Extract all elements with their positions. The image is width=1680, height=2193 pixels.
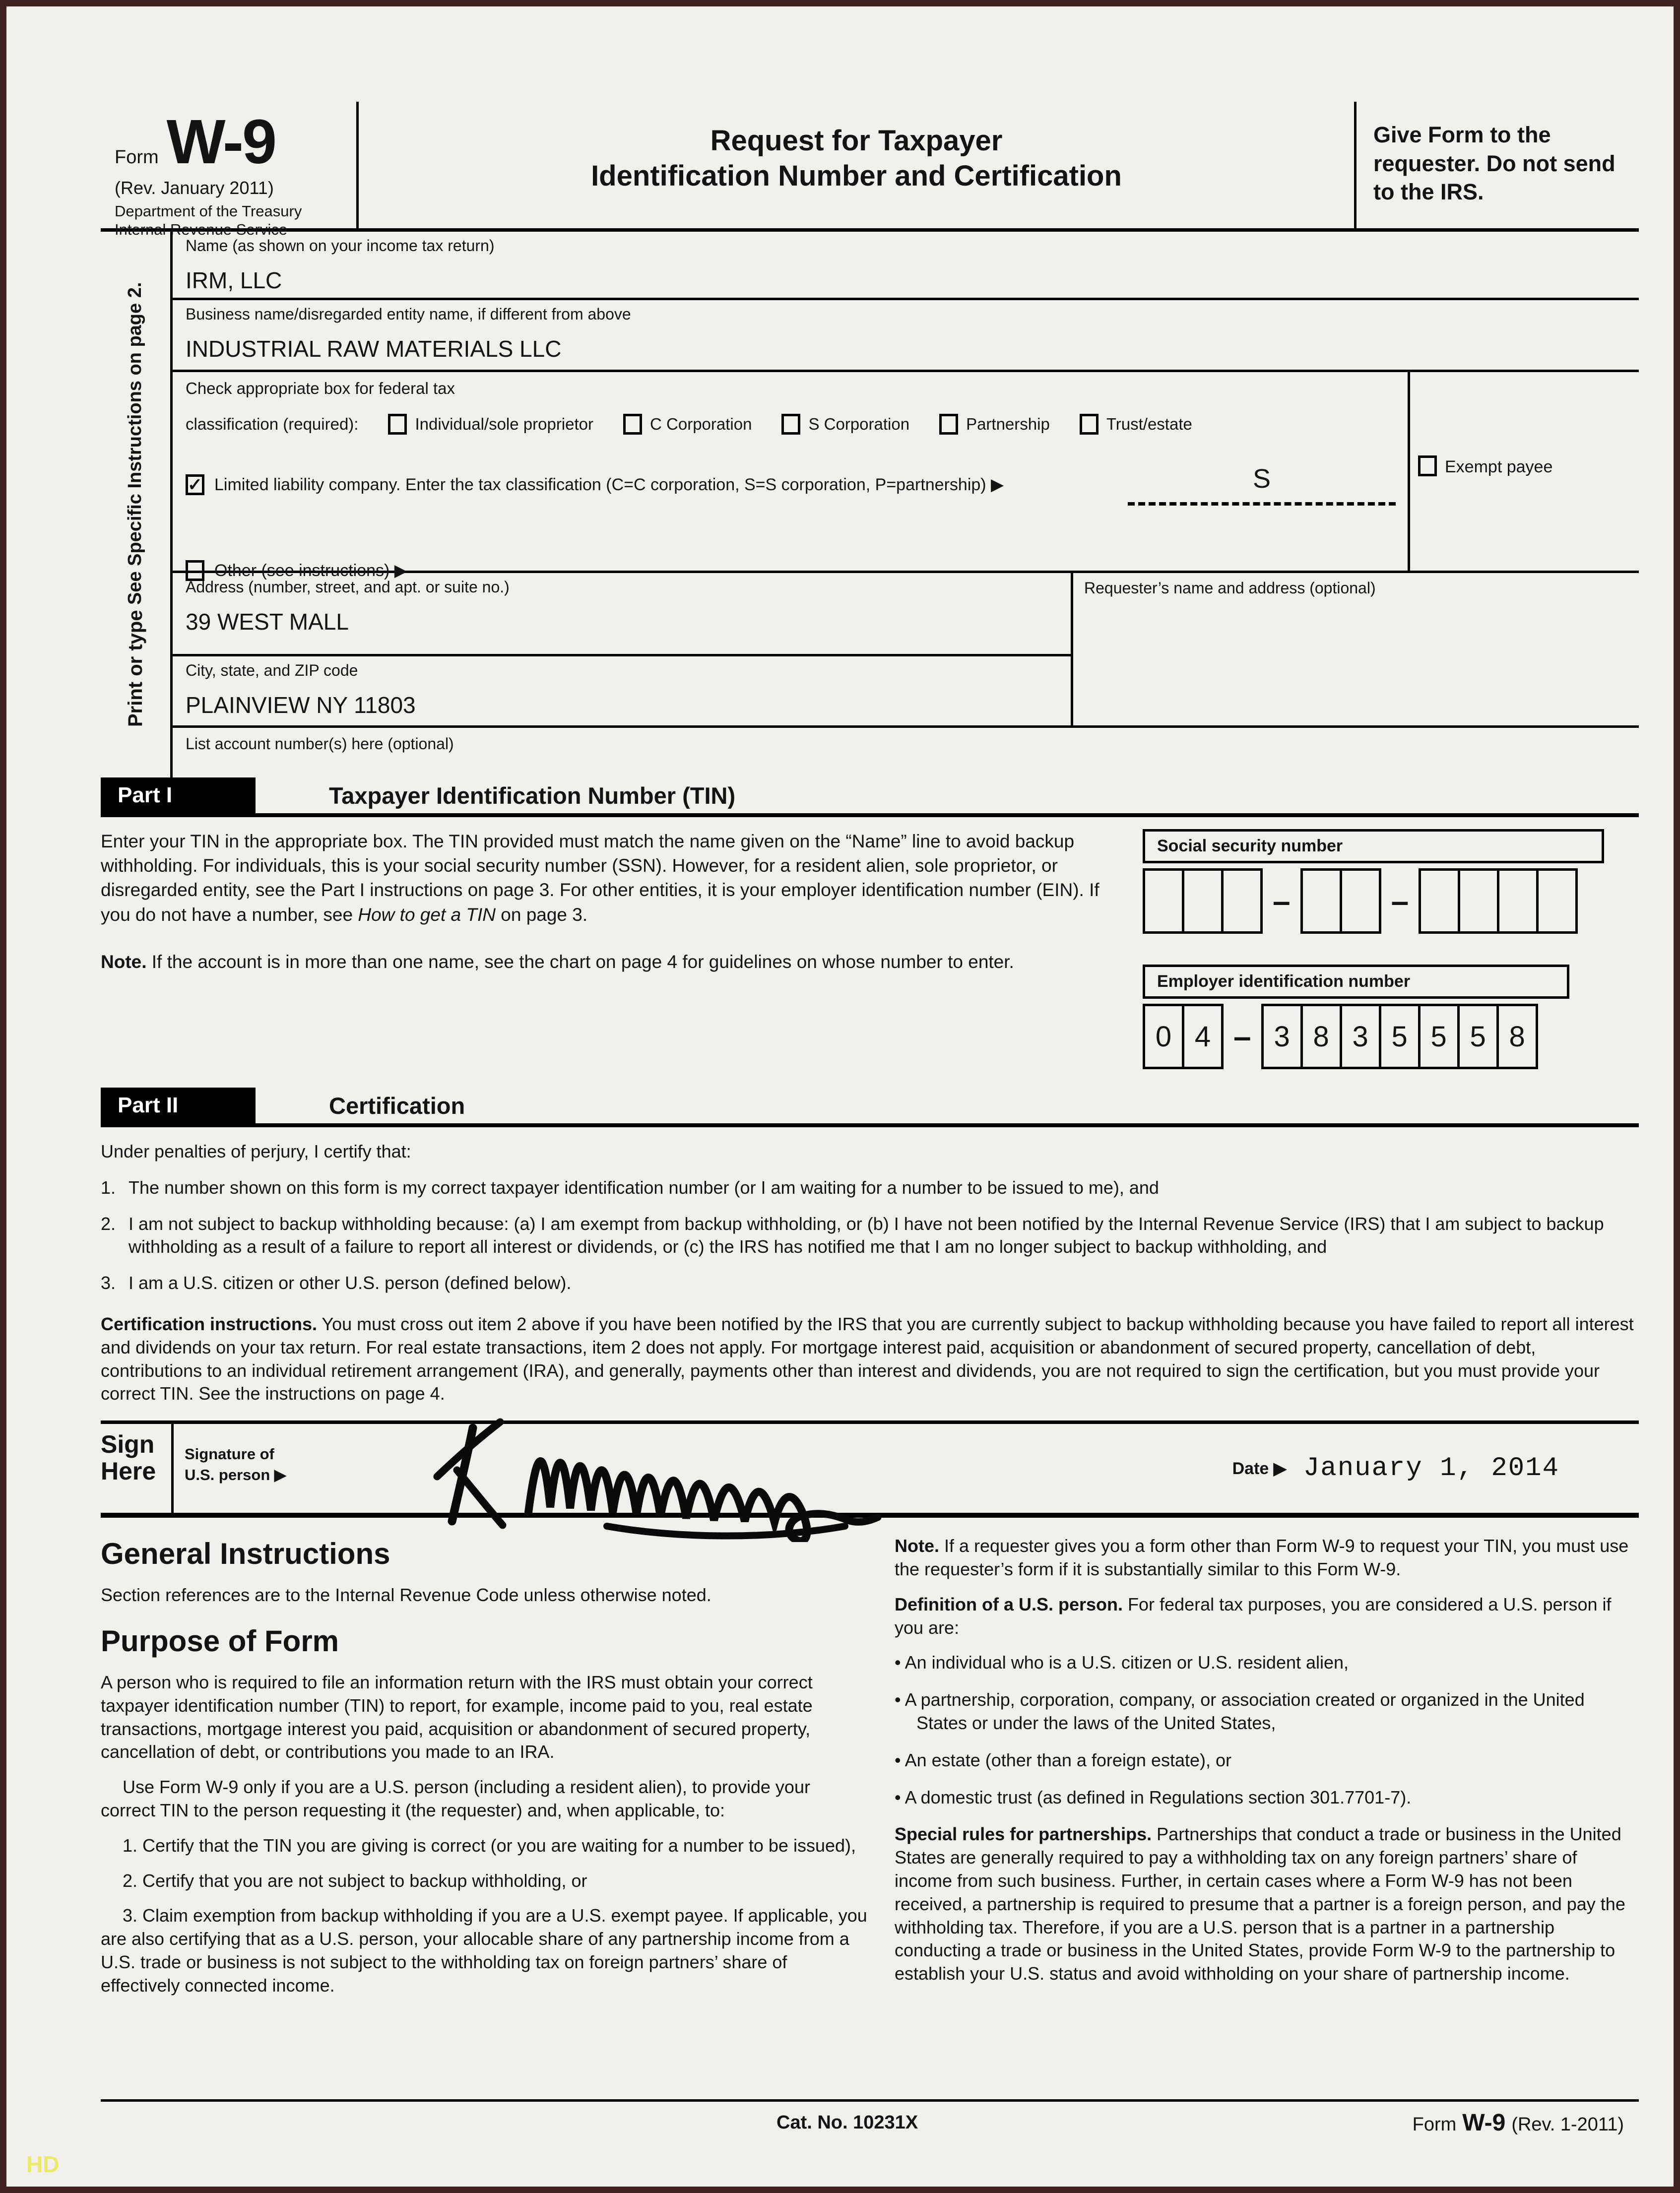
general-instructions-title: General Instructions [101,1537,390,1571]
business-name-field[interactable]: INDUSTRIAL RAW MATERIALS LLC [186,336,562,362]
name-label: Name (as shown on your income tax return) [186,237,495,255]
section-references-paragraph: Section references are to the Internal Revenue Code unless otherwise noted. [101,1585,711,1606]
checkbox-llc-label: Limited liability company. Enter the tax classification (C=C corporation, S=S corporation, P=partnership) ▶ [214,475,1004,494]
certification-item: 1. The number shown on this form is my correct taxpayer identification number (or I am waiting for a number to be issued to me), and [101,1177,1159,1198]
us-person-bullet: • An individual who is a U.S. citizen or U.S. resident alien, [895,1652,1349,1673]
part2-title: Certification [329,1092,465,1119]
ein-digit[interactable]: 8 [1300,1004,1342,1069]
department-line: Department of the Treasury [115,202,302,220]
ssn-box[interactable] [1300,868,1342,934]
form-body [101,102,1639,2009]
ssn-box[interactable] [1497,868,1539,934]
entity-info-section [101,232,1639,777]
ssn-box[interactable] [1221,868,1263,934]
ssn-boxes [1143,868,1639,934]
requester-cell[interactable] [1073,573,1639,725]
ein-digit[interactable]: 5 [1379,1004,1421,1069]
account-numbers-label: List account number(s) here (optional) [186,735,454,753]
date-label: Date ▶ [1232,1459,1287,1478]
see-instructions-note: See Specific Instructions on page 2. [124,282,145,605]
classification-label-line2: classification (required): [186,415,359,433]
city-row [173,656,1071,718]
catalog-number: Cat. No. 10231X [776,2112,918,2133]
certification-instructions: Certification instructions. You must cross out item 2 above if you have been notified by the IRS that you are currently subject to backup withholding because you have failed to report all interest and dividends on your tax return. For real estate transactions, item 2 does not apply. For mortgage interest paid, acquisition or abandonment of secured property, cancellation of debt, contributions to an individual retirement arrangement (IRA), and generally, payments other than interest and dividends, you are not required to sign the certification, but you must provide your correct TIN. See the instructions on page 4. [101,1313,1634,1404]
checkbox-partnership[interactable] [939,414,958,435]
us-person-bullet: • A domestic trust (as defined in Regulations section 301.7701-7). [895,1787,1412,1807]
classification-row [173,372,1639,580]
us-person-bullet: • A partnership, corporation, company, or association created or organized in the United States or under the laws of the United States, [895,1689,1585,1733]
checkbox-s-corporation[interactable] [781,414,800,435]
purpose-list-item: 2. Certify that you are not subject to backup withholding, or [123,1870,587,1891]
certification-item: 2. I am not subject to backup withholding because: (a) I am exempt from backup withholding, or (b) I have not been notified by the Internal Revenue Service (IRS) that I am subject to backup withholding as a result of a failure to report all interest or dividends, or (c) the IRS has notified me that I am no longer subject to backup withholding, and [101,1213,1604,1257]
address-section [173,573,1639,728]
ssn-box[interactable] [1340,868,1381,934]
ein-digit[interactable]: 5 [1457,1004,1499,1069]
tin-note: Note. If the account is in more than one name, see the chart on page 4 for guidelines on whose number to enter. [101,951,1014,972]
form-id-block [101,102,359,238]
checkbox-c-corporation-label: C Corporation [650,415,752,433]
checkbox-trust-estate[interactable] [1080,414,1098,435]
definition-us-person-paragraph: Definition of a U.S. person. For federal tax purposes, you are considered a U.S. person if you are: [895,1594,1612,1638]
sign-here-section [101,1420,1639,1518]
part2-label: Part II [101,1088,256,1123]
ssn-label-box: Social security number [1143,829,1604,863]
business-name-label: Business name/disregarded entity name, if different from above [186,305,631,323]
ein-dash: – [1233,1019,1251,1054]
exempt-payee-cell [1408,372,1639,571]
sign-word: Sign [101,1430,155,1459]
service-line: Internal Revenue Service [115,220,288,238]
ssn-box[interactable] [1458,868,1499,934]
form-number: W-9 [166,107,276,177]
ssn-box[interactable] [1182,868,1224,934]
ein-boxes [1143,1004,1639,1069]
certification-item: 3. I am a U.S. citizen or other U.S. person (defined below). [101,1273,572,1293]
ein-digit[interactable]: 3 [1261,1004,1303,1069]
form-title-line1: Request for Taxpayer [710,125,1003,157]
handwritten-signature[interactable] [398,1393,1143,1542]
special-rules-paragraph: Special rules for partnerships. Partnerships that conduct a trade or business in the United States are generally required to pay a withholding tax on any foreign partners’ share of income from such business. Further, in certain cases where a Form W-9 has not been received, a partnership is required to presume that a partner is a foreign person, and pay the withholding tax. Therefore, if you are a U.S. person that is a partner in a partnership conducting a trade or business in the United States, provide Form W-9 to the partnership to establish your U.S. status and avoid withholding on your share of partnership income. [895,1824,1625,1984]
checkbox-exempt-payee[interactable] [1418,455,1437,476]
name-field[interactable]: IRM, LLC [186,267,282,293]
ssn-box[interactable] [1419,868,1460,934]
name-row [173,232,1639,300]
ein-digit[interactable]: 5 [1418,1004,1460,1069]
ein-digit[interactable]: 0 [1143,1004,1184,1069]
part1-header [101,777,1639,817]
checkbox-partnership-label: Partnership [966,415,1050,433]
signature-label-line1: Signature of [185,1445,274,1463]
form-word: Form [115,147,159,168]
part2-header [101,1088,1639,1127]
purpose-paragraph-2: Use Form W-9 only if you are a U.S. person (including a resident alien), to provide your correct TIN to the person requesting it (the requester) and, when applicable, to: [101,1777,810,1820]
address-label: Address (number, street, and apt. or suite no.) [186,578,510,596]
requester-label: Requester’s name and address (optional) [1084,579,1376,597]
checkbox-c-corporation[interactable] [623,414,642,435]
ein-digit[interactable]: 4 [1182,1004,1224,1069]
ein-digit[interactable]: 8 [1496,1004,1538,1069]
address-row [173,573,1071,656]
ssn-box[interactable] [1536,868,1578,934]
ein-digit[interactable]: 3 [1340,1004,1381,1069]
llc-tax-classification-value: S [1252,464,1271,494]
general-instructions-section [101,1535,1639,2009]
requester-note-paragraph: Note. If a requester gives you a form other than Form W-9 to request your TIN, you must use the requester’s form if it is substantially similar to this Form W-9. [895,1536,1629,1579]
certification-intro: Under penalties of perjury, I certify that: [101,1141,411,1161]
address-field[interactable]: 39 WEST MALL [186,609,349,635]
part1-label: Part I [101,777,256,813]
purpose-paragraph-1: A person who is required to file an information return with the IRS must obtain your correct taxpayer identification number (TIN) to report, for example, income paid to you, real estate transactions, mortgage interest you paid, acquisition or abandonment of secured property, cancellation of debt, or contributions you made to an IRA. [101,1672,813,1762]
here-word: Here [101,1457,156,1485]
how-to-get-tin-italic: How to get a TIN [358,904,496,925]
revision-date: (Rev. January 2011) [115,178,274,198]
account-numbers-row[interactable] [173,728,1639,777]
exempt-payee-label: Exempt payee [1445,457,1553,476]
city-label: City, state, and ZIP code [186,661,358,679]
checkbox-s-corporation-label: S Corporation [808,415,910,433]
hd-watermark: HD [26,2151,60,2177]
llc-tax-classification-field[interactable] [1128,463,1396,506]
form-header [101,102,1639,238]
classification-label-line1: Check appropriate box for federal tax [186,379,455,397]
give-form-note: Give Form to the requester. Do not send to the IRS. [1354,102,1639,228]
checkbox-other-label: Other (see instructions) ▶ [214,561,407,580]
w9-form-page [6,6,1674,2187]
city-field[interactable]: PLAINVIEW NY 11803 [186,692,416,718]
checkbox-llc[interactable]: ✓ [186,474,204,495]
part1-body [101,817,1639,1088]
form-title-line2: Identification Number and Certification [591,159,1122,192]
part2-body [101,1127,1639,1420]
form-title-block [359,102,1354,228]
checkbox-individual[interactable] [388,414,407,435]
business-name-row [173,300,1639,372]
form-reference: Form W-9 (Rev. 1-2011) [1412,2110,1624,2136]
signature-label-line2: U.S. person ▶ [185,1466,286,1484]
ssn-dash: – [1273,883,1291,919]
date-field[interactable]: January 1, 2014 [1303,1453,1559,1484]
purpose-list-item: 3. Claim exemption from backup withholding if you are a U.S. exempt payee. If applicable, you are also certifying that as a U.S. person, your allocable share of any partnership income from a U.S. trade or business is not subject to the withholding tax on foreign partners’ share of effectively connected income. [101,1905,867,1996]
checkbox-trust-estate-label: Trust/estate [1106,415,1192,433]
ein-label-box: Employer identification number [1143,965,1569,999]
purpose-of-form-title: Purpose of Form [101,1624,339,1658]
side-instructions-strip [101,232,170,777]
ssn-box[interactable] [1143,868,1184,934]
tin-instructions-paragraph: Enter your TIN in the appropriate box. The TIN provided must match the name given on the “Name” line to avoid backup withholding. For individuals, this is your social security number (SSN). However, for a resident alien, sole proprietor, or disregarded entity, see the Part I instructions on page 3. For other entities, it is your employer identification number (EIN). If you do not have a number, see How to get a TIN on page 3. [101,831,1099,925]
us-person-bullet: • An estate (other than a foreign estate), or [895,1749,1232,1770]
print-or-type-note: Print or type [124,610,146,727]
ssn-dash: – [1391,883,1409,919]
checkbox-individual-label: Individual/sole proprietor [415,415,594,433]
purpose-list-item: 1. Certify that the TIN you are giving is correct (or you are waiting for a number to be issued), [123,1835,856,1856]
footer-rule [101,2099,1639,2102]
part1-title: Taxpayer Identification Number (TIN) [329,782,736,809]
